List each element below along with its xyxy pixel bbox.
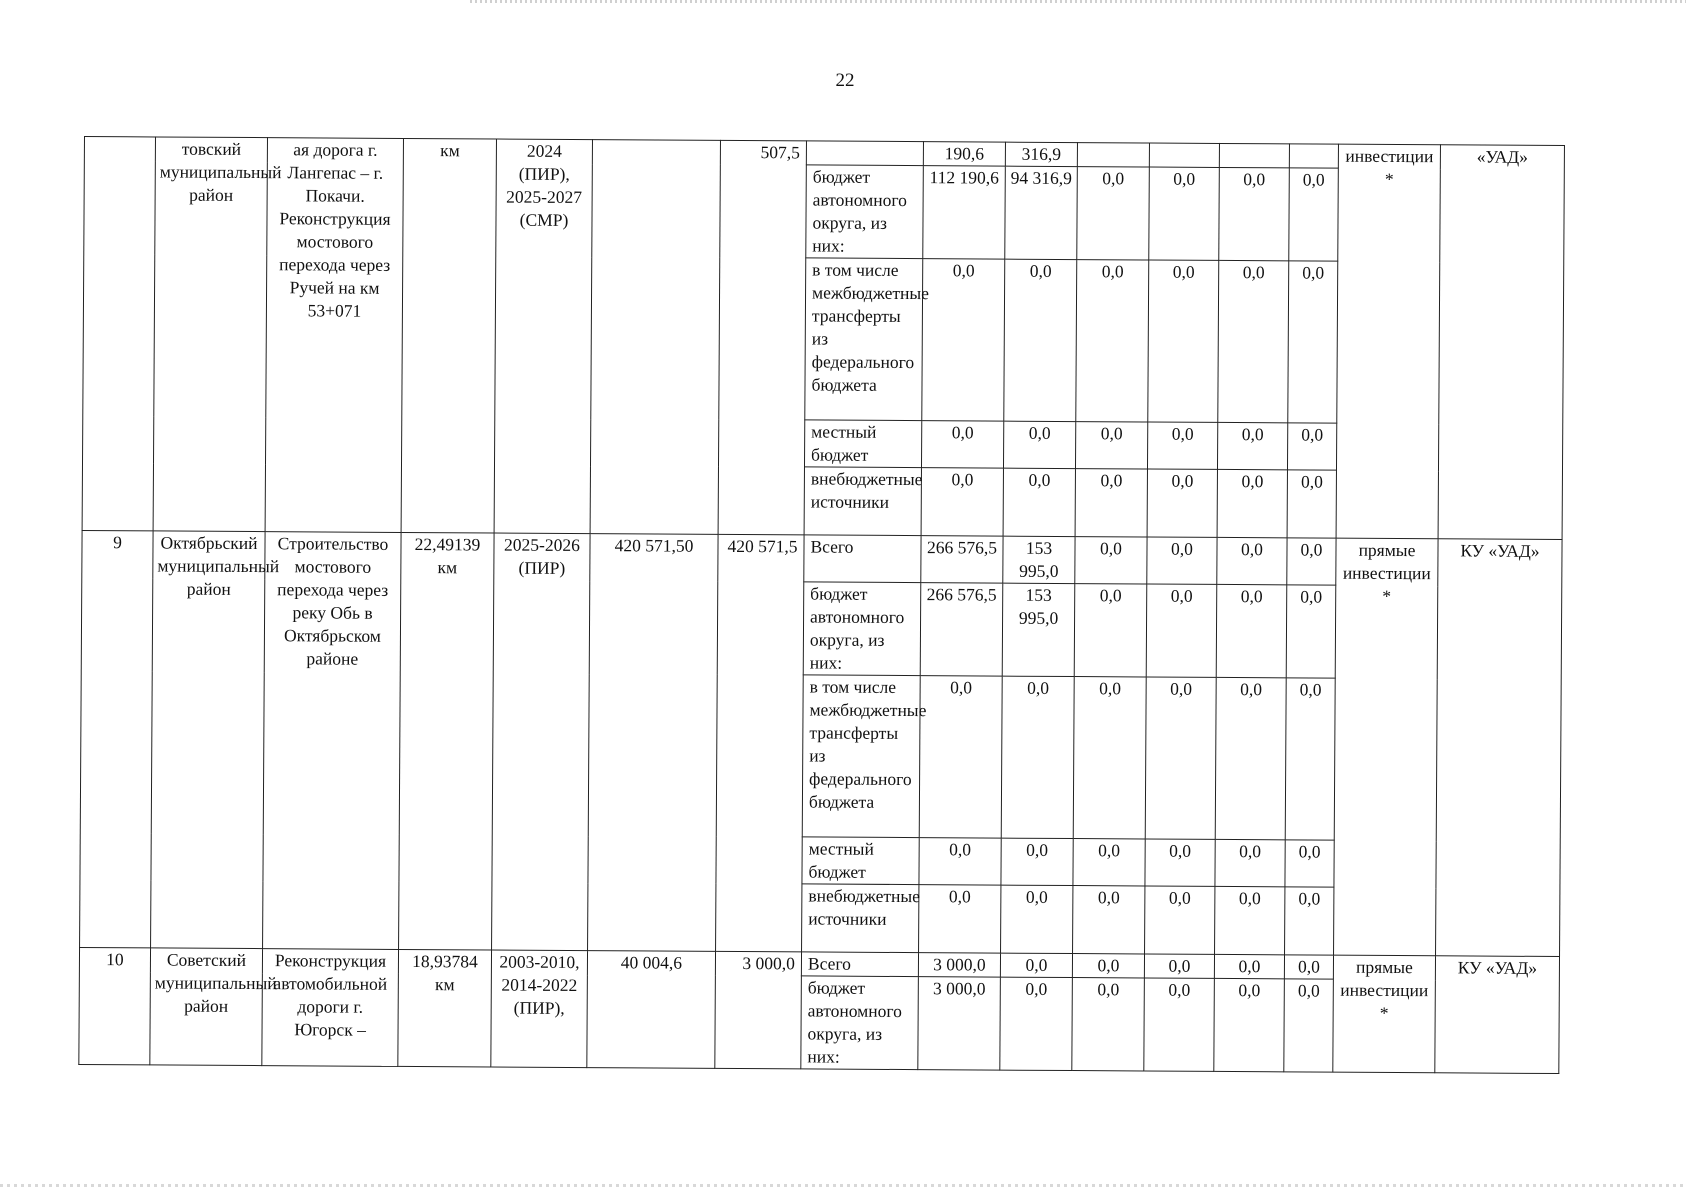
amount-cell: 0,0 (921, 468, 1003, 536)
amount-cell: 0,0 (921, 421, 1003, 469)
amount-cell (1289, 144, 1338, 168)
amount-cell: 0,0 (1215, 839, 1285, 886)
amount-cell: 3 000,0 (918, 953, 1000, 978)
investment-type-cell: прямые инвестиции * (1334, 538, 1439, 956)
amount-cell: 0,0 (1073, 886, 1145, 954)
amount-cell: 0,0 (1287, 423, 1336, 470)
amount-cell: 0,0 (1215, 677, 1286, 839)
amount-cell: 0,0 (1214, 954, 1284, 978)
amount-cell: 0,0 (1001, 885, 1073, 953)
amount-cell: 94 316,9 (1005, 166, 1078, 259)
remaining-cost-cell: 507,5 (718, 140, 806, 535)
amount-cell: 0,0 (1287, 538, 1336, 585)
funding-source-cell: Всего (801, 952, 918, 977)
period-cell: 2025-2026 (ПИР) (492, 533, 591, 951)
table-row (82, 530, 1562, 586)
amount-cell: 153 995,0 (1003, 536, 1075, 583)
amount-cell: 0,0 (1149, 167, 1220, 260)
amount-cell: 0,0 (1148, 260, 1219, 422)
amount-cell: 0,0 (1217, 469, 1287, 537)
investment-type-cell: инвестиции * (1336, 144, 1440, 539)
amount-cell: 0,0 (919, 885, 1001, 953)
district-cell: товский муниципальный район (153, 137, 267, 532)
amount-cell (1149, 143, 1219, 167)
investment-table (78, 136, 1565, 1074)
amount-cell: 316,9 (1005, 142, 1077, 166)
amount-cell: 0,0 (922, 259, 1005, 421)
object-name-cell: Строительство мостового перехода через реку Обь в Октябрьском районе (263, 532, 402, 950)
amount-cell: 0,0 (1219, 167, 1290, 260)
customer-cell: «УАД» (1438, 145, 1564, 540)
amount-cell: 0,0 (1073, 839, 1145, 886)
amount-cell: 0,0 (1003, 468, 1075, 536)
amount-cell: 0,0 (1285, 678, 1335, 840)
amount-cell: 0,0 (919, 676, 1002, 838)
amount-cell: 0,0 (1145, 886, 1215, 954)
amount-cell: 0,0 (1146, 584, 1217, 677)
amount-cell: 266 576,5 (921, 536, 1003, 584)
period-cell: 2024 (ПИР), 2025-2027 (СМР) (494, 139, 592, 534)
amount-cell: 0,0 (1145, 677, 1216, 839)
amount-cell: 0,0 (1001, 838, 1073, 885)
row-number (82, 137, 155, 531)
funding-source-cell: внебюджетные источники (802, 884, 919, 953)
funding-source-cell: бюджет автономного округа, из них: (803, 582, 921, 676)
amount-cell: 0,0 (1004, 259, 1077, 421)
estimated-cost-cell: 40 004,6 (587, 951, 716, 1069)
amount-cell: 0,0 (1214, 978, 1285, 1071)
estimated-cost-cell: 420 571,50 (588, 534, 719, 952)
amount-cell: 0,0 (1144, 978, 1215, 1071)
object-name-cell: Реконструкция автомобильной дороги г. Югорск – (262, 949, 399, 1067)
table-body (79, 137, 1565, 1074)
remaining-cost-cell: 3 000,0 (715, 951, 802, 1069)
funding-source-cell: в том числе межбюджетные трансферты из федерального бюджета (802, 675, 920, 838)
object-name-cell: ая дорога г. Лангепас – г. Покачи. Реконструкция мостового перехода через Ручей на км 53+071 (265, 138, 403, 533)
amount-cell: 0,0 (919, 838, 1001, 886)
funding-source-cell: Всего (804, 535, 921, 583)
amount-cell: 0,0 (1001, 676, 1074, 838)
amount-cell: 0,0 (1072, 954, 1144, 978)
amount-cell: 0,0 (1074, 584, 1147, 677)
district-cell: Советский муниципальный район (150, 948, 263, 1066)
customer-cell: КУ «УАД» (1435, 956, 1560, 1074)
estimated-cost-cell (590, 140, 720, 535)
amount-cell: 0,0 (1000, 977, 1073, 1070)
scan-edge-bottom (0, 1184, 1686, 1187)
capacity-cell: км (401, 138, 496, 533)
funding-source-cell: в том числе межбюджетные трансферты из федерального бюджета (805, 258, 923, 421)
amount-cell: 112 190,6 (923, 166, 1006, 259)
amount-cell: 0,0 (1000, 953, 1072, 977)
funding-source-cell: местный бюджет (804, 420, 921, 468)
amount-cell: 0,0 (1147, 422, 1217, 469)
amount-cell: 0,0 (1076, 260, 1149, 422)
amount-cell: 0,0 (1285, 887, 1334, 955)
amount-cell: 153 995,0 (1002, 583, 1075, 676)
funding-source-cell (806, 141, 923, 166)
amount-cell: 0,0 (1147, 469, 1217, 537)
amount-cell: 0,0 (1286, 585, 1336, 678)
amount-cell: 0,0 (1072, 978, 1145, 1071)
investment-type-cell: прямые инвестиции * (1333, 955, 1436, 1073)
amount-cell: 0,0 (1284, 955, 1333, 979)
amount-cell: 0,0 (1217, 537, 1287, 584)
amount-cell: 0,0 (1285, 840, 1334, 887)
remaining-cost-cell: 420 571,5 (716, 534, 805, 952)
amount-cell: 0,0 (1217, 422, 1287, 469)
amount-cell: 266 576,5 (920, 583, 1003, 676)
amount-cell: 0,0 (1218, 260, 1289, 422)
amount-cell: 0,0 (1147, 537, 1217, 584)
amount-cell: 0,0 (1289, 168, 1339, 261)
amount-cell: 3 000,0 (918, 977, 1001, 1070)
amount-cell (1077, 143, 1149, 167)
funding-source-cell: бюджет автономного округа, из них: (806, 165, 924, 259)
capacity-cell: 18,93784 км (398, 949, 492, 1067)
funding-source-cell: внебюджетные источники (804, 467, 921, 536)
row-number: 10 (79, 947, 151, 1064)
amount-cell: 0,0 (1288, 261, 1338, 423)
amount-cell (1219, 143, 1289, 167)
amount-cell: 0,0 (1077, 167, 1150, 260)
funding-source-cell: местный бюджет (802, 837, 919, 885)
amount-cell: 0,0 (1144, 954, 1214, 978)
amount-cell: 0,0 (1075, 537, 1147, 584)
funding-source-cell: бюджет автономного округа, из них: (801, 976, 919, 1070)
amount-cell: 0,0 (1003, 421, 1075, 468)
row-number: 9 (80, 530, 154, 947)
page-number: 22 (835, 70, 855, 91)
customer-cell: КУ «УАД» (1436, 539, 1563, 957)
capacity-cell: 22,49139 км (399, 532, 495, 950)
amount-cell: 0,0 (1145, 839, 1215, 886)
amount-cell: 0,0 (1075, 469, 1147, 537)
amount-cell: 0,0 (1215, 886, 1285, 954)
amount-cell: 0,0 (1287, 470, 1336, 538)
amount-cell: 0,0 (1216, 584, 1287, 677)
scan-edge-top (470, 0, 1686, 3)
amount-cell: 0,0 (1073, 677, 1146, 839)
amount-cell: 0,0 (1075, 422, 1147, 469)
amount-cell: 0,0 (1284, 979, 1334, 1072)
period-cell: 2003-2010, 2014-2022 (ПИР), (491, 950, 588, 1068)
amount-cell: 190,6 (923, 142, 1005, 167)
district-cell: Октябрьский муниципальный район (151, 531, 266, 949)
